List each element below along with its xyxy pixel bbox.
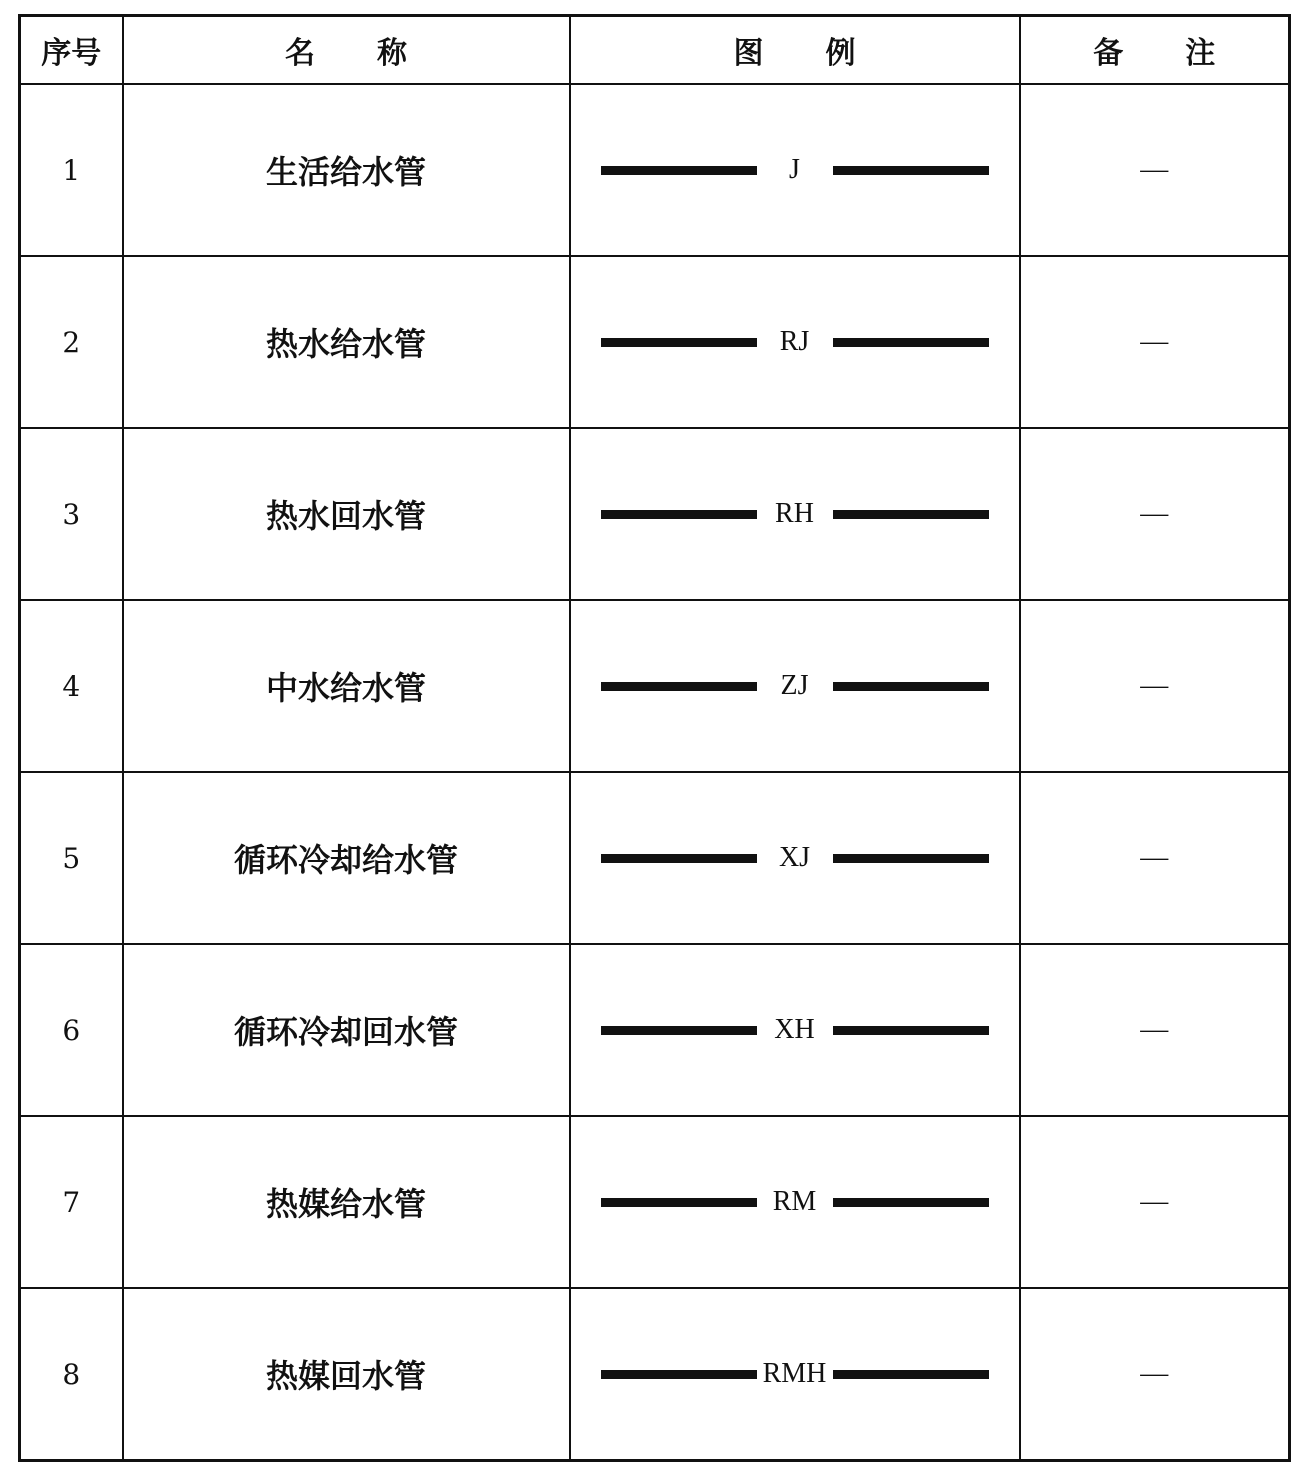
row-name: 热媒给水管: [123, 1116, 570, 1288]
row-index: 8: [20, 1288, 123, 1461]
row-name: 循环冷却回水管: [123, 944, 570, 1116]
pipe-line-left: [601, 166, 757, 175]
pipe-code: RJ: [779, 326, 810, 357]
header-index: [20, 16, 123, 85]
header-legend-char-2: 例: [825, 36, 856, 71]
row-index: 3: [20, 428, 123, 600]
row-name: 循环冷却给水管: [123, 772, 570, 944]
pipe-line-right: [833, 854, 989, 863]
pipe-line-left: [601, 338, 757, 347]
pipe-line-right: [833, 1370, 989, 1379]
table-row: [20, 1116, 1290, 1288]
pipe-code: RMH: [762, 1358, 827, 1389]
pipe-code: XJ: [778, 842, 811, 873]
pipe-line-left: [601, 854, 757, 863]
table-row: [20, 600, 1290, 772]
table-row: [20, 1288, 1290, 1461]
row-index: 6: [20, 944, 123, 1116]
row-legend: [570, 256, 1020, 428]
row-remark: —: [1020, 944, 1290, 1116]
row-legend: [570, 84, 1020, 256]
row-legend: [570, 428, 1020, 600]
header-name: [123, 16, 570, 85]
pipe-line-right: [833, 682, 989, 691]
row-remark: —: [1020, 772, 1290, 944]
row-remark: —: [1020, 1288, 1290, 1461]
pipe-line-right: [833, 166, 989, 175]
row-remark: —: [1020, 428, 1290, 600]
header-legend-char-1: 图: [733, 36, 764, 71]
row-legend: [570, 944, 1020, 1116]
header-name-char-2: 称: [377, 36, 407, 71]
pipe-code: RM: [772, 1186, 817, 1217]
header-index-label: 序号: [41, 36, 102, 71]
row-name: 中水给水管: [123, 600, 570, 772]
pipe-legend-table: [18, 14, 1291, 1462]
pipe-line-left: [601, 510, 757, 519]
row-name: 热媒回水管: [123, 1288, 570, 1461]
row-remark: —: [1020, 256, 1290, 428]
row-legend: [570, 1288, 1020, 1461]
header-remark: [1020, 16, 1290, 85]
row-index: 5: [20, 772, 123, 944]
row-legend: [570, 1116, 1020, 1288]
pipe-line-right: [833, 510, 989, 519]
pipe-line-right: [833, 338, 989, 347]
header-remark-char-2: 注: [1185, 36, 1216, 71]
row-name: 热水给水管: [123, 256, 570, 428]
pipe-line-left: [601, 1370, 757, 1379]
table-row: [20, 944, 1290, 1116]
row-index: 4: [20, 600, 123, 772]
pipe-line-left: [601, 1026, 757, 1035]
table-row: [20, 772, 1290, 944]
row-index: 2: [20, 256, 123, 428]
header-row: [20, 16, 1290, 85]
pipe-code: ZJ: [780, 670, 809, 701]
pipe-code: J: [789, 154, 800, 185]
header-legend: [570, 16, 1020, 85]
header-name-char-1: 名: [285, 36, 315, 71]
row-index: 1: [20, 84, 123, 256]
pipe-line-right: [833, 1198, 989, 1207]
table-row: [20, 256, 1290, 428]
row-index: 7: [20, 1116, 123, 1288]
pipe-code: XH: [774, 1014, 815, 1045]
row-legend: [570, 600, 1020, 772]
pipe-line-left: [601, 1198, 757, 1207]
row-legend: [570, 772, 1020, 944]
row-remark: —: [1020, 84, 1290, 256]
row-name: 生活给水管: [123, 84, 570, 256]
table-row: [20, 84, 1290, 256]
row-name: 热水回水管: [123, 428, 570, 600]
pipe-code: RH: [775, 498, 814, 529]
table-row: [20, 428, 1290, 600]
row-remark: —: [1020, 1116, 1290, 1288]
row-remark: —: [1020, 600, 1290, 772]
pipe-line-right: [833, 1026, 989, 1035]
header-remark-char-1: 备: [1093, 36, 1124, 71]
pipe-line-left: [601, 682, 757, 691]
